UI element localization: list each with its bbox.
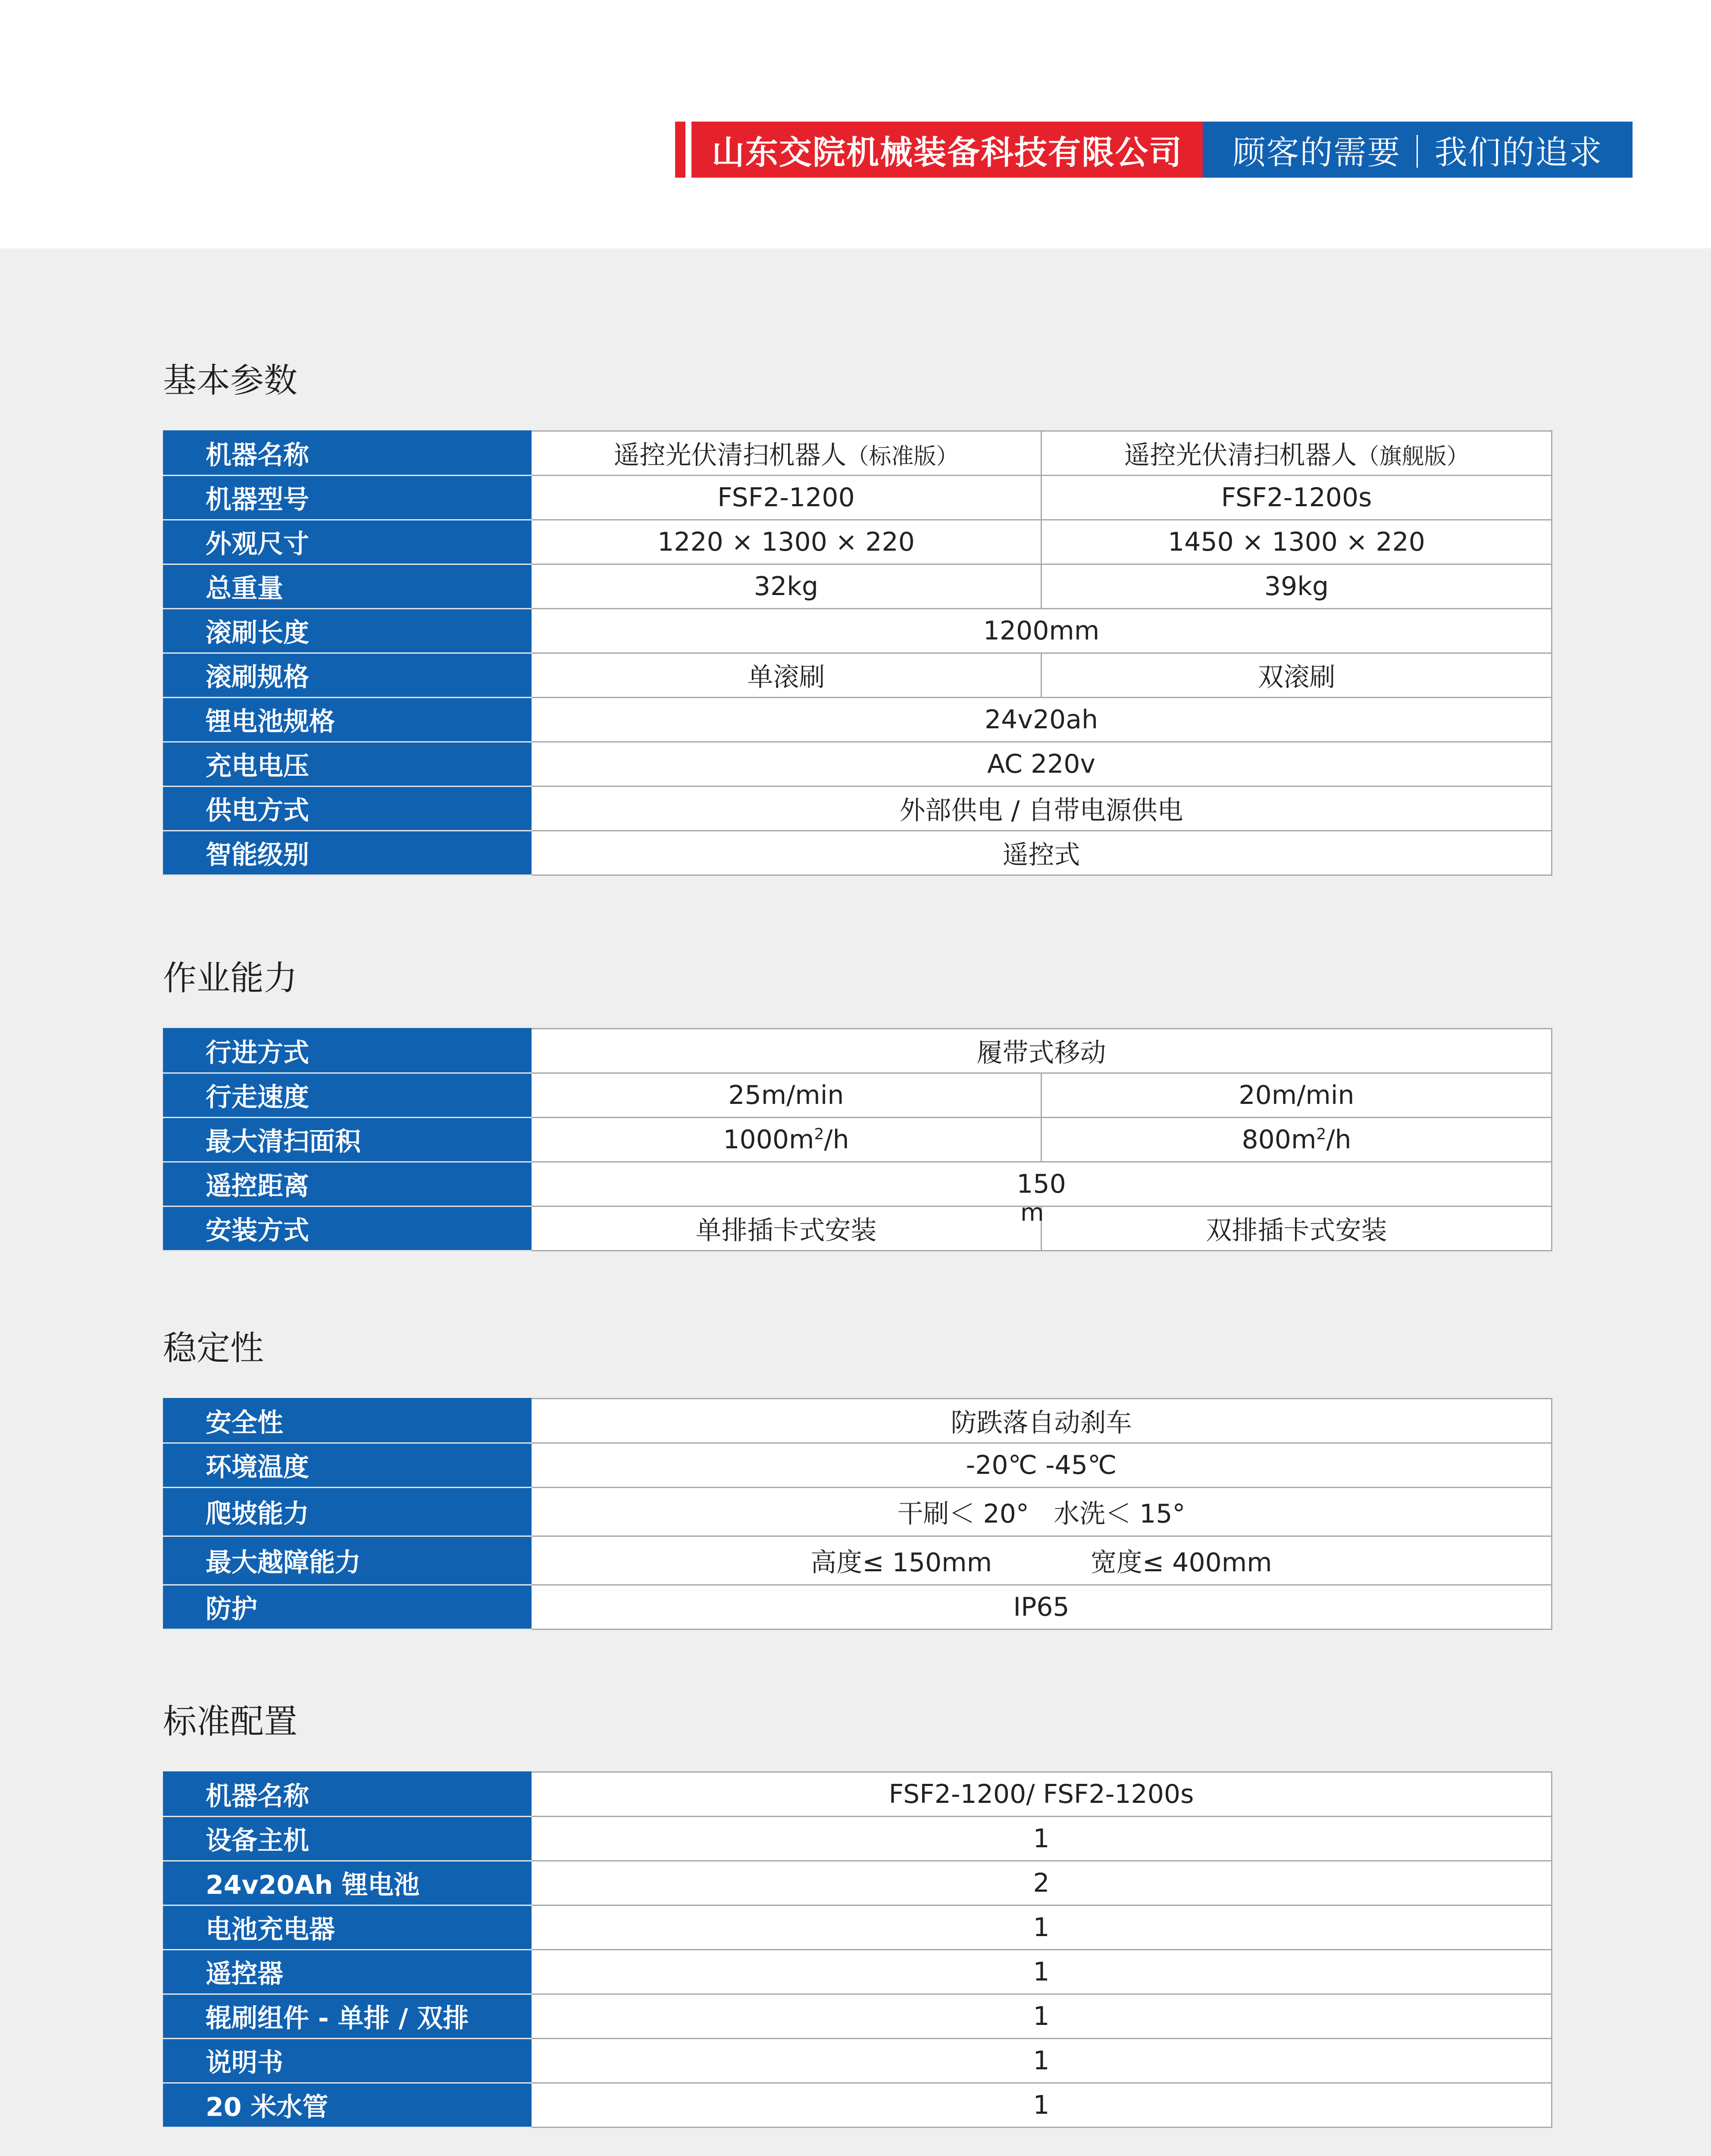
cell-standard: 1220 × 1300 × 220 — [531, 520, 1042, 564]
row-label: 机器名称 — [164, 431, 531, 476]
table-row — [164, 1118, 1552, 1162]
row-label: 行走速度 — [164, 1073, 531, 1118]
section-title-stability: 稳定性 — [163, 1329, 264, 1368]
row-label: 辊刷组件 - 单排 / 双排 — [164, 1994, 531, 2039]
row-label: 遥控距离 — [164, 1162, 531, 1206]
cell-both: 1 — [531, 1994, 1552, 2039]
row-label: 总重量 — [164, 564, 531, 609]
company-name-banner: 山东交院机械装备科技有限公司 — [691, 122, 1203, 178]
cell-both — [531, 1162, 1552, 1227]
cell-standard: 单排插卡式安装 — [531, 1206, 1042, 1251]
row-label: 遥控器 — [164, 1950, 531, 1994]
cell-both: 外部供电 / 自带电源供电 — [531, 787, 1552, 831]
row-label: 供电方式 — [164, 787, 531, 831]
table-row — [164, 1488, 1552, 1536]
cell-flagship: FSF2-1200s — [1042, 476, 1552, 520]
section-title-basic: 基本参数 — [163, 361, 298, 400]
cell-both: IP65 — [531, 1585, 1552, 1630]
table-row — [164, 2083, 1552, 2128]
table-row — [164, 2039, 1552, 2083]
row-label: 防护 — [164, 1585, 531, 1630]
remote-distance-unit: m — [1020, 1199, 1044, 1227]
cell-standard: 单滚刷 — [531, 653, 1042, 698]
cell-both: 1200mm — [531, 609, 1552, 653]
row-label: 机器型号 — [164, 476, 531, 520]
cell-main-text: 遥控光伏清扫机器人 — [1124, 440, 1357, 470]
table-row — [164, 609, 1552, 653]
table-row — [164, 742, 1552, 787]
table-row — [164, 1861, 1552, 1905]
table-row — [164, 1950, 1552, 1994]
section-title-operation: 作业能力 — [163, 959, 298, 998]
table-row — [164, 831, 1552, 875]
cell-both: -20℃ -45℃ — [531, 1443, 1552, 1488]
remote-distance-value: 150 — [1017, 1169, 1066, 1199]
row-label: 电池充电器 — [164, 1905, 531, 1950]
row-label: 安全性 — [164, 1399, 531, 1443]
table-row — [164, 476, 1552, 520]
row-label: 环境温度 — [164, 1443, 531, 1488]
cell-both: 2 — [531, 1861, 1552, 1905]
row-label: 充电电压 — [164, 742, 531, 787]
cell-flagship: 双排插卡式安装 — [1042, 1206, 1552, 1251]
cell-both: 24v20ah — [531, 698, 1552, 742]
table-row — [164, 1399, 1552, 1443]
table-row — [164, 1162, 1552, 1206]
table-row — [164, 1536, 1552, 1585]
cell-flagship: 20m/min — [1042, 1073, 1552, 1118]
cell-both: 1 — [531, 2039, 1552, 2083]
table-row — [164, 653, 1552, 698]
basic-params-table — [163, 430, 1552, 876]
slogan-banner: 顾客的需要｜我们的追求 — [1203, 122, 1633, 178]
config-table — [163, 1771, 1552, 2128]
cell-standard: FSF2-1200 — [531, 476, 1042, 520]
cell-both: 高度≤ 150mm 宽度≤ 400mm — [531, 1536, 1552, 1585]
table-row — [164, 564, 1552, 609]
cell-flagship: 1450 × 1300 × 220 — [1042, 520, 1552, 564]
table-row — [164, 431, 1552, 476]
row-label: 外观尺寸 — [164, 520, 531, 564]
row-label: 滚刷规格 — [164, 653, 531, 698]
cell-both: 遥控式 — [531, 831, 1552, 875]
cell-standard: 25m/min — [531, 1073, 1042, 1118]
row-label: 24v20Ah 锂电池 — [164, 1861, 531, 1905]
cell-both: AC 220v — [531, 742, 1552, 787]
table-row — [164, 1772, 1552, 1817]
cell-both: 1 — [531, 1905, 1552, 1950]
row-label: 最大越障能力 — [164, 1536, 531, 1585]
table-row — [164, 1029, 1552, 1073]
cell-both: FSF2-1200/ FSF2-1200s — [531, 1772, 1552, 1817]
area-unit: /h — [824, 1125, 849, 1155]
stability-table — [163, 1398, 1552, 1630]
table-row — [164, 520, 1552, 564]
operation-table — [163, 1028, 1552, 1251]
superscript: 2 — [1316, 1125, 1326, 1143]
cell-main-text: 遥控光伏清扫机器人 — [613, 440, 847, 470]
cell-both: 干刷＜ 20° 水洗＜ 15° — [531, 1488, 1552, 1536]
cell-both: 防跌落自动刹车 — [531, 1399, 1552, 1443]
cell-flagship — [1042, 431, 1552, 476]
row-label: 爬坡能力 — [164, 1488, 531, 1536]
cell-standard: 32kg — [531, 564, 1042, 609]
row-label: 20 米水管 — [164, 2083, 531, 2128]
cell-flagship — [1042, 1118, 1552, 1162]
area-value: 800m — [1242, 1125, 1317, 1155]
row-label: 最大清扫面积 — [164, 1118, 531, 1162]
area-unit: /h — [1326, 1125, 1351, 1155]
section-title-config: 标准配置 — [163, 1702, 298, 1741]
table-row — [164, 1994, 1552, 2039]
row-label: 设备主机 — [164, 1817, 531, 1861]
table-row — [164, 1443, 1552, 1488]
cell-flagship: 39kg — [1042, 564, 1552, 609]
table-row — [164, 1073, 1552, 1118]
row-label: 安装方式 — [164, 1206, 531, 1251]
superscript: 2 — [814, 1125, 824, 1143]
header-accent-bar — [675, 122, 685, 178]
row-label: 机器名称 — [164, 1772, 531, 1817]
row-label: 说明书 — [164, 2039, 531, 2083]
row-label: 锂电池规格 — [164, 698, 531, 742]
row-label: 行进方式 — [164, 1029, 531, 1073]
area-value: 1000m — [723, 1125, 814, 1155]
cell-note: （标准版） — [846, 444, 959, 470]
cell-both: 1 — [531, 1817, 1552, 1861]
table-row — [164, 698, 1552, 742]
table-row — [164, 1585, 1552, 1630]
table-row — [164, 1905, 1552, 1950]
cell-standard — [531, 431, 1042, 476]
row-label: 滚刷长度 — [164, 609, 531, 653]
cell-both: 1 — [531, 1950, 1552, 1994]
cell-both: 履带式移动 — [531, 1029, 1552, 1073]
cell-flagship: 双滚刷 — [1042, 653, 1552, 698]
cell-both: 1 — [531, 2083, 1552, 2128]
table-row — [164, 1206, 1552, 1251]
table-row — [164, 787, 1552, 831]
row-label: 智能级别 — [164, 831, 531, 875]
cell-note: （旗舰版） — [1357, 444, 1469, 470]
cell-standard — [531, 1118, 1042, 1162]
table-row — [164, 1817, 1552, 1861]
